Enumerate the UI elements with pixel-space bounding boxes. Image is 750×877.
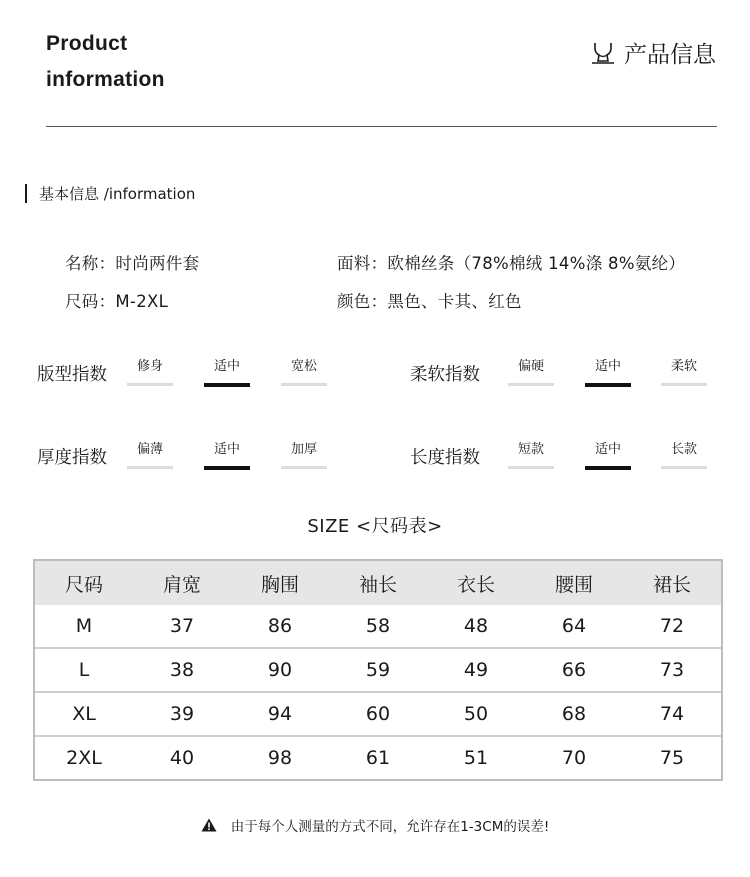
page-title-en: [46, 26, 165, 98]
table-cell: 59: [365, 659, 391, 681]
info-name: 名称：时尚两件套: [65, 254, 200, 273]
title-en-line2: information: [46, 68, 165, 91]
table-cell: 49: [463, 659, 489, 681]
index-label-thickness: 厚度指数: [37, 448, 107, 468]
table-header-row: [35, 561, 721, 605]
index-label-fit: 版型指数: [37, 365, 107, 385]
table-header: 腰围: [554, 573, 593, 596]
table-cell: 37: [169, 615, 195, 637]
size-table-title: SIZE <尺码表>: [307, 516, 443, 537]
table-header: 衣长: [456, 573, 495, 596]
title-en-line1: Product: [46, 32, 128, 55]
fit-option-selected: 适中: [204, 358, 250, 387]
table-cell: 70: [561, 747, 587, 769]
length-option-selected: 适中: [585, 441, 631, 470]
table-row: [35, 605, 721, 647]
table-cell: 86: [267, 615, 293, 637]
measurement-note: [0, 815, 750, 835]
table-cell: 48: [463, 615, 489, 637]
softness-option: 偏硬: [508, 358, 554, 386]
section-heading: [25, 183, 195, 204]
table-row: [35, 735, 721, 779]
softness-option: 柔软: [661, 358, 707, 386]
table-cell: 38: [169, 659, 195, 681]
fit-option: 宽松: [281, 358, 327, 386]
table-cell: 73: [659, 659, 685, 681]
table-cell: 58: [365, 615, 391, 637]
index-label-length: 长度指数: [410, 448, 480, 468]
fit-option: 修身: [127, 358, 173, 386]
note-text: 由于每个人测量的方式不同，允许存在1-3CM的误差!: [230, 819, 550, 835]
table-row: [35, 647, 721, 691]
table-cell: 61: [365, 747, 391, 769]
info-fabric: 面料：欧棉丝条（78%棉绒 14%涤 8%氨纶）: [337, 254, 686, 273]
table-cell: 75: [659, 747, 685, 769]
table-cell: XL: [72, 703, 96, 725]
table-cell: 68: [561, 703, 587, 725]
table-cell: 50: [463, 703, 489, 725]
table-cell: 60: [365, 703, 391, 725]
thickness-option: 加厚: [281, 441, 327, 469]
table-header: 袖长: [358, 573, 397, 596]
table-cell: M: [75, 615, 93, 637]
thickness-option: 偏薄: [127, 441, 173, 469]
section-bar: [25, 184, 27, 203]
length-option: 长款: [661, 441, 707, 469]
table-cell: 72: [659, 615, 685, 637]
table-header: 裙长: [652, 573, 691, 596]
top-garment-icon: [590, 41, 616, 65]
softness-option-selected: 适中: [585, 358, 631, 387]
header-divider: [46, 126, 717, 127]
page-title-cn: [590, 36, 716, 69]
thickness-option-selected: 适中: [204, 441, 250, 470]
table-cell: 64: [561, 615, 587, 637]
table-cell: 40: [169, 747, 195, 769]
index-label-softness: 柔软指数: [410, 365, 480, 385]
table-header: 肩宽: [162, 573, 201, 596]
table-cell: 74: [659, 703, 685, 725]
table-cell: 90: [267, 659, 293, 681]
table-cell: 39: [169, 703, 195, 725]
table-header: 胸围: [260, 573, 299, 596]
table-cell: 2XL: [66, 747, 102, 769]
section-label: 基本信息 /information: [39, 185, 196, 203]
info-color: 颜色：黑色、卡其、红色: [337, 292, 522, 311]
table-cell: 66: [561, 659, 587, 681]
table-cell: L: [78, 659, 90, 681]
length-option: 短款: [508, 441, 554, 469]
info-size: 尺码：M-2XL: [65, 292, 169, 311]
size-table: [33, 559, 723, 781]
table-header: 尺码: [64, 573, 103, 596]
warning-triangle-icon: [201, 818, 217, 832]
table-cell: 98: [267, 747, 293, 769]
table-cell: 94: [267, 703, 293, 725]
table-cell: 51: [463, 747, 489, 769]
title-cn-text: 产品信息: [624, 42, 716, 68]
table-row: [35, 691, 721, 735]
